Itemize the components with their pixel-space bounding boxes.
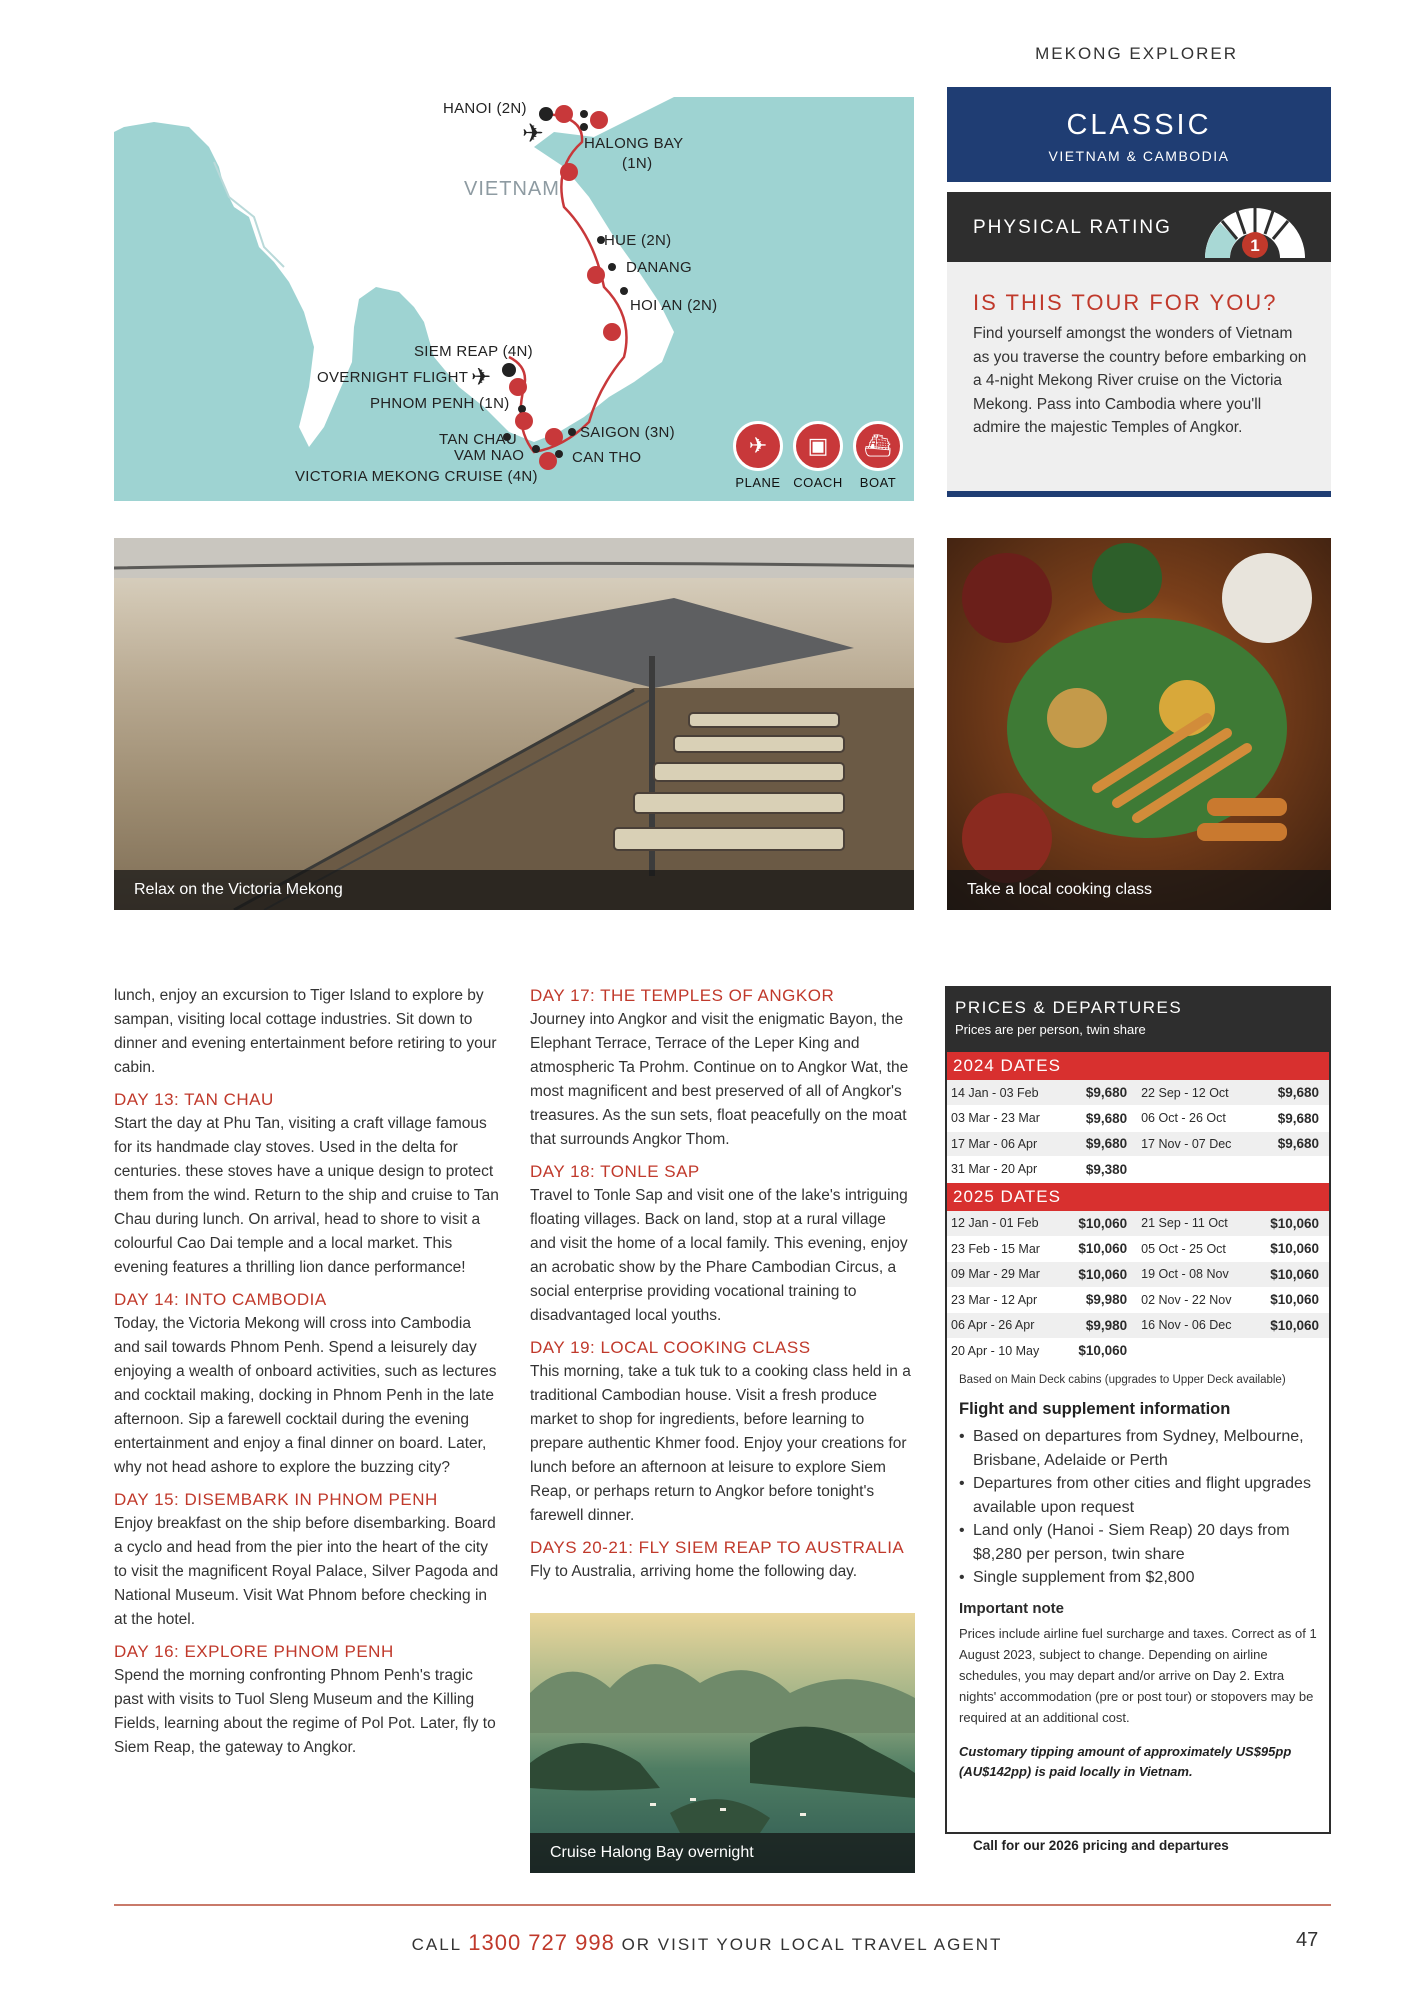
departure-dates (1137, 1338, 1254, 1364)
halong-dot-2 (580, 123, 588, 131)
place-hoi-an: HOI AN (2N) (630, 297, 718, 314)
departure-dates: 16 Nov - 06 Dec (1137, 1313, 1254, 1339)
country-label: VIETNAM (464, 178, 560, 200)
departure-dates: 06 Oct - 26 Oct (1137, 1106, 1260, 1132)
cantho-dot (555, 450, 563, 458)
tour-title-panel (947, 87, 1331, 182)
siemreap-dot (502, 363, 516, 377)
tipping-note: Customary tipping amount of approximately US$95pp (AU$142pp) is paid locally in Vietnam. (959, 1743, 1292, 1779)
year-2024-band: 2024 DATES (947, 1052, 1329, 1080)
place-can-tho: CAN THO (572, 449, 642, 466)
coach-marker-icon-3 (603, 323, 621, 341)
place-hue: HUE (2N) (604, 232, 672, 249)
saigon-dot (568, 428, 576, 436)
coach-icon: ▣ (793, 421, 843, 471)
halong-caption: Cruise Halong Bay overnight (530, 1833, 915, 1873)
section-header: MEKONG EXPLORER (1035, 44, 1238, 63)
legend-plane: ✈ PLANE (731, 421, 785, 490)
day-20-21-title: DAYS 20-21: FLY SIEM REAP TO AUSTRALIA (530, 1538, 905, 1557)
itinerary-column-1 (114, 984, 499, 1768)
departure-dates: 17 Nov - 07 Dec (1137, 1131, 1260, 1157)
day-15-title: DAY 15: DISEMBARK IN PHNOM PENH (114, 1490, 438, 1509)
hoian-dot (620, 287, 628, 295)
flight-info-list (947, 1419, 1329, 1590)
day-17-text: Journey into Angkor and visit the enigmatic Bayon, the Elephant Terrace, Terrace of the Leper King and atmospheric Ta Prohm. Continue on to Angkor Wat, the most magnificent and best preserved of all of Angkor's treasures. As the sun sets, float peacefully on the moat that surrounds Angkor Thom. (530, 1011, 909, 1148)
price-row (947, 1262, 1329, 1288)
place-halong-nights: (1N) (622, 155, 653, 172)
price-table-2025 (947, 1211, 1329, 1365)
price-row (947, 1157, 1329, 1183)
departure-dates: 20 Apr - 10 May (947, 1338, 1062, 1364)
place-tan-chau: TAN CHAU (439, 431, 517, 448)
flight-plane-icon: ✈ (522, 118, 544, 148)
day-19-title: DAY 19: LOCAL COOKING CLASS (530, 1338, 811, 1357)
departure-dates: 05 Oct - 25 Oct (1137, 1236, 1254, 1262)
price-table-2024 (947, 1080, 1329, 1183)
day-13-text: Start the day at Phu Tan, visiting a craft village famous for its handmade clay stoves. Used in the delta for centuries. these stoves have a unique design to protect them from the wind. Return to the ship and cruise to Tan Chau during lunch. On arrival, head to shore to visit a colourful Cao Dai temple and a local market. This evening features a thrilling lion dance performance! (114, 1115, 499, 1276)
food-photo (947, 538, 1331, 910)
for-you-text: Find yourself amongst the wonders of Vietnam as you traverse the country before embarking on a 4-night Mekong River cruise on the Victoria Mekong. Pass into Cambodia where you'll admire the majestic Temples of Angkor. (973, 325, 1307, 436)
departure-dates: 21 Sep - 11 Oct (1137, 1211, 1254, 1237)
tour-title: CLASSIC (1066, 109, 1212, 141)
price-value (1254, 1338, 1329, 1364)
prices-departures-box (945, 986, 1331, 1834)
day-20-21-text: Fly to Australia, arriving home the following day. (530, 1563, 858, 1580)
phnompenh-dot (518, 405, 526, 413)
food-caption: Take a local cooking class (947, 870, 1331, 910)
place-siem-reap: SIEM REAP (4N) (414, 343, 533, 360)
for-you-panel (947, 262, 1331, 497)
boat-icon: ⛴ (853, 421, 903, 471)
departure-dates: 23 Mar - 12 Apr (947, 1287, 1062, 1313)
plane-marker-icon-2 (509, 378, 527, 396)
price-value: $10,060 (1254, 1262, 1329, 1288)
tour-subtitle: VIETNAM & CAMBODIA (1048, 148, 1230, 164)
year-2025-band: 2025 DATES (947, 1183, 1329, 1211)
halong-photo (530, 1613, 915, 1873)
price-value: $10,060 (1062, 1262, 1137, 1288)
day-16-title: DAY 16: EXPLORE PHNOM PENH (114, 1642, 394, 1661)
departure-dates: 03 Mar - 23 Mar (947, 1106, 1068, 1132)
price-value: $9,680 (1068, 1106, 1137, 1132)
price-value: $9,680 (1068, 1131, 1137, 1157)
rating-gauge-icon (1200, 198, 1310, 260)
day-15-text: Enjoy breakfast on the ship before disembarking. Board a cyclo and head from the pier into the heart of the city to visit the magnificent Royal Palace, Silver Pagoda and National Museum. Visit Wat Phnom before checking in at the hotel. (114, 1515, 499, 1628)
coach-marker-icon (555, 105, 573, 123)
plane-marker-icon (560, 163, 578, 181)
flight-info-item: • Based on departures from Sydney, Melbourne, Brisbane, Adelaide or Perth (959, 1425, 1317, 1472)
departure-dates: 14 Jan - 03 Feb (947, 1080, 1068, 1106)
price-value: $9,980 (1062, 1287, 1137, 1313)
flight-info-item: • Single supplement from $2,800 (959, 1566, 1317, 1590)
price-row (947, 1131, 1329, 1157)
day-14-title: DAY 14: INTO CAMBODIA (114, 1290, 327, 1309)
price-value: $9,380 (1068, 1157, 1137, 1183)
price-value: $9,680 (1260, 1106, 1329, 1132)
price-value: $10,060 (1254, 1236, 1329, 1262)
call-2026-note: Call for our 2026 pricing and departures (973, 1838, 1229, 1853)
price-value (1260, 1157, 1329, 1183)
departure-dates: 19 Oct - 08 Nov (1137, 1262, 1254, 1288)
place-overnight-flight: OVERNIGHT FLIGHT (317, 369, 469, 386)
plane-icon: ✈ (733, 421, 783, 471)
important-note-title: Important note (959, 1599, 1064, 1617)
route-map (114, 87, 914, 501)
based-on-note: Based on Main Deck cabins (upgrades to Upper Deck available) (959, 1374, 1286, 1386)
price-row (947, 1106, 1329, 1132)
day-13-title: DAY 13: TAN CHAU (114, 1090, 274, 1109)
price-value: $9,680 (1260, 1080, 1329, 1106)
itinerary-intro: lunch, enjoy an excursion to Tiger Island to explore by sampan, visiting local cottage industries. Sit down to dinner and evening entertainment before retiring to your cabin. (114, 987, 497, 1076)
place-vam-nao: VAM NAO (454, 447, 525, 464)
danang-dot (608, 263, 616, 271)
legend-boat: ⛴ BOAT (851, 421, 905, 490)
place-phnom-penh: PHNOM PENH (1N) (370, 395, 510, 412)
day-18-title: DAY 18: TONLE SAP (530, 1162, 700, 1181)
price-row (947, 1080, 1329, 1106)
footer-call (0, 1930, 1414, 1956)
place-danang: DANANG (626, 259, 692, 276)
boat-marker-icon-3 (539, 452, 557, 470)
coach-marker-icon-2 (587, 266, 605, 284)
page-number: 47 (1296, 1929, 1319, 1951)
rating-value: 1 (1250, 236, 1260, 255)
boat-marker-icon-2 (515, 412, 533, 430)
prices-header (947, 988, 1329, 1052)
cruise-photo (114, 538, 914, 910)
price-row (947, 1287, 1329, 1313)
departure-dates: 31 Mar - 20 Apr (947, 1157, 1068, 1183)
price-value: $10,060 (1254, 1313, 1329, 1339)
vamnao-dot (532, 445, 540, 453)
price-value: $10,060 (1254, 1287, 1329, 1313)
footer-divider (114, 1904, 1331, 1906)
departure-dates: 17 Mar - 06 Apr (947, 1131, 1068, 1157)
price-row (947, 1338, 1329, 1364)
flight-info-item: • Land only (Hanoi - Siem Reap) 20 days from $8,280 per person, twin share (959, 1519, 1317, 1566)
day-16-text: Spend the morning confronting Phnom Penh's tragic past with visits to Tuol Sleng Museum and the Killing Fields, learning about the regime of Pol Pot. Later, fly to Siem Reap, the gateway to Angkor. (114, 1667, 496, 1756)
for-you-title: IS THIS TOUR FOR YOU? (973, 290, 1278, 315)
departure-dates: 23 Feb - 15 Mar (947, 1236, 1062, 1262)
price-row (947, 1211, 1329, 1237)
physical-rating-label: PHYSICAL RATING (973, 217, 1172, 238)
place-halong-bay: HALONG BAY (584, 135, 684, 152)
departure-dates: 09 Mar - 29 Mar (947, 1262, 1062, 1288)
coach-marker-icon-4 (545, 428, 563, 446)
day-14-text: Today, the Victoria Mekong will cross into Cambodia and sail towards Phnom Penh. Spend a leisurely day enjoying a wealth of onboard activities, such as lectures and cocktail making, docking in Phnom Penh in the late afternoon. Sip a farewell cocktail during the evening entertainment and enjoy a final dinner on board. Later, why not head ashore to explore the buzzing city? (114, 1315, 497, 1476)
price-value: $10,060 (1062, 1211, 1137, 1237)
halong-dot (580, 110, 588, 118)
physical-rating-panel (947, 192, 1331, 262)
departure-dates: 12 Jan - 01 Feb (947, 1211, 1062, 1237)
food-photo-art (947, 538, 1331, 910)
price-value: $9,980 (1062, 1313, 1137, 1339)
place-cruise: VICTORIA MEKONG CRUISE (4N) (295, 468, 538, 485)
footer-agent-text: OR VISIT YOUR LOCAL TRAVEL AGENT (621, 1935, 1003, 1954)
day-18-text: Travel to Tonle Sap and visit one of the lake's intriguing floating villages. Back on land, stop at a rural village and visit the home of a local family. This evening, enjoy an acrobatic show by the Phare Cambodian Circus, a social enterprise providing vocational training to disadvantaged local youths. (530, 1187, 908, 1324)
day-19-text: This morning, take a tuk tuk to a cooking class held in a traditional Cambodian house. Visit a fresh produce market to shop for ingredients, before learning to prepare authentic Khmer food. Enjoy your creations for lunch before an afternoon at leisure to explore Siem Reap, or perhaps return to Angkor before tonight's farewell dinner. (530, 1363, 911, 1524)
prices-subtitle: Prices are per person, twin share (955, 1022, 1146, 1037)
price-row (947, 1313, 1329, 1339)
boat-marker-icon (590, 111, 608, 129)
flight-info-item: • Departures from other cities and flight upgrades available upon request (959, 1472, 1317, 1519)
departure-dates: 06 Apr - 26 Apr (947, 1313, 1062, 1339)
departure-dates: 22 Sep - 12 Oct (1137, 1080, 1260, 1106)
cruise-photo-art (114, 538, 914, 910)
departure-dates: 02 Nov - 22 Nov (1137, 1287, 1254, 1313)
footer-call-label: CALL (411, 1935, 462, 1954)
price-value: $10,060 (1254, 1211, 1329, 1237)
price-value: $10,060 (1062, 1338, 1137, 1364)
cruise-caption: Relax on the Victoria Mekong (114, 870, 914, 910)
departure-dates (1137, 1157, 1260, 1183)
price-value: $9,680 (1068, 1080, 1137, 1106)
itinerary-column-2 (530, 984, 915, 1592)
price-value: $10,060 (1062, 1236, 1137, 1262)
price-value: $9,680 (1260, 1131, 1329, 1157)
place-hanoi: HANOI (2N) (443, 100, 527, 117)
overnight-plane-icon: ✈ (471, 364, 492, 391)
flight-info-title: Flight and supplement information (959, 1400, 1231, 1418)
footer-phone[interactable]: 1300 727 998 (468, 1930, 615, 1955)
important-note-text: Prices include airline fuel surcharge and taxes. Correct as of 1 August 2023, subject to change. Depending on airline schedules, you may depart and/or arrive on Day 2. Extra nights' accommodation (pre or post tour) or stopovers may be required at an additional cost. (959, 1625, 1317, 1725)
place-saigon: SAIGON (3N) (580, 424, 675, 441)
prices-title: PRICES & DEPARTURES (955, 998, 1183, 1017)
day-17-title: DAY 17: THE TEMPLES OF ANGKOR (530, 986, 835, 1005)
price-row (947, 1236, 1329, 1262)
legend-coach: ▣ COACH (791, 421, 845, 490)
